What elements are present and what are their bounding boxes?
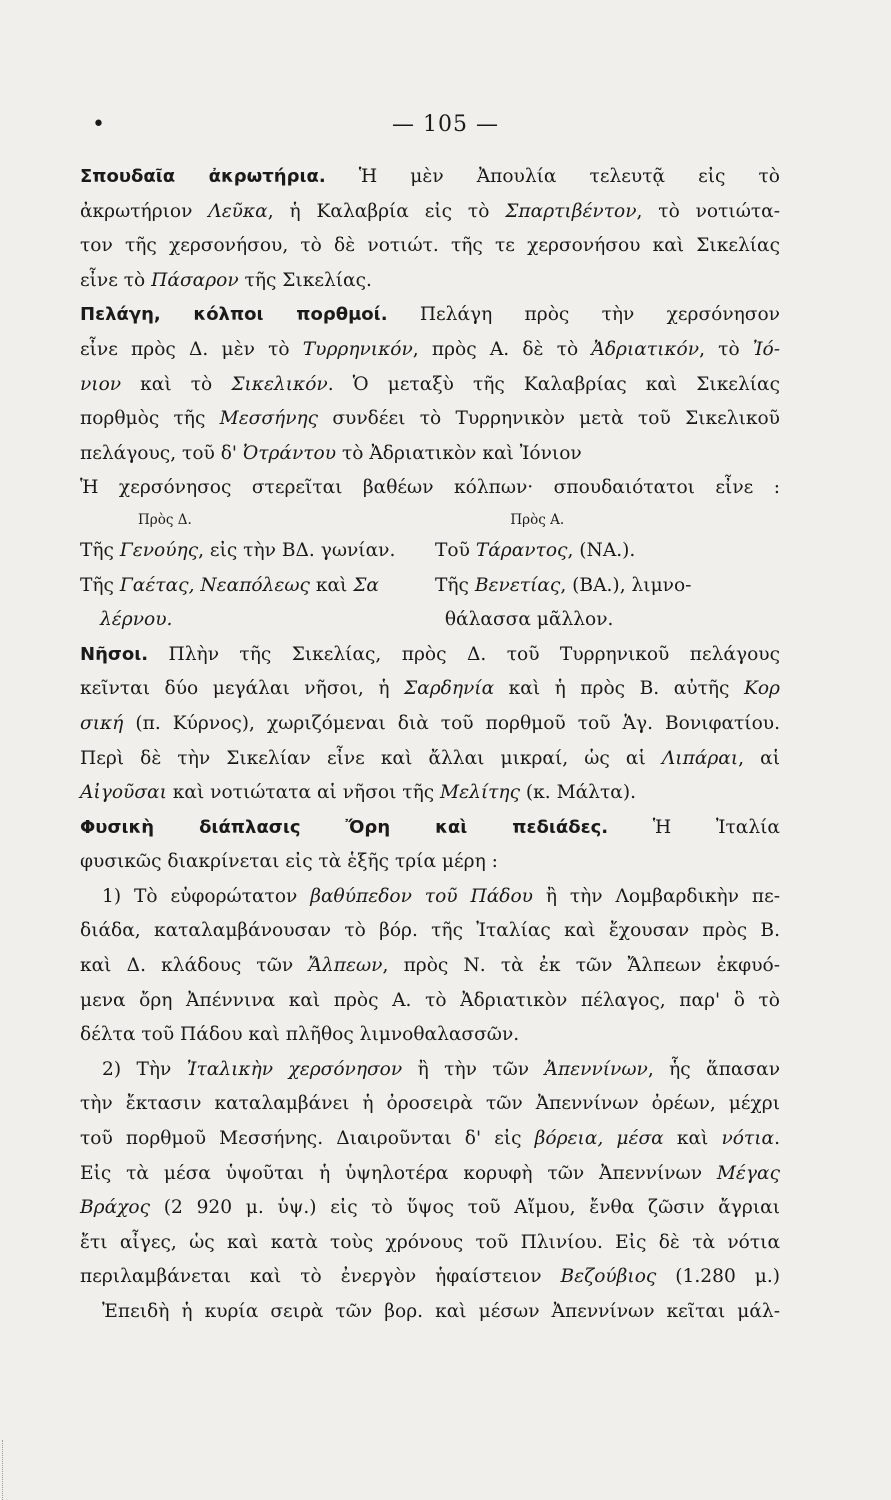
section-heading: Πελάγη, κόλποι πορθμοί. [80, 304, 388, 326]
section-heading: Φυσικὴ διάπλασις Ὄρη καὶ πεδιάδες. [80, 816, 609, 838]
text-line: Πελάγη, κόλποι πορθμοί. Πελάγη πρὸς τὴν χερσόνησον [80, 304, 780, 326]
text-line: εἶνε πρὸς Δ. μὲν τὸ Τυρρηνικόν, πρὸς Α. δὲ τὸ Ἀδριατικόν, τὸ Ἰό- [80, 338, 781, 360]
text-line: εἶνε τὸ Πάσαρον τῆς Σικελίας. [80, 269, 372, 291]
text-line: περιλαμβάνεται καὶ τὸ ἐνεργὸν ἡφαίστειον Βεζούβιος (1.280 μ.) [80, 1266, 780, 1288]
text-line: καὶ Δ. κλάδους τῶν Ἄλπεων, πρὸς Ν. τὰ ἐκ τῶν Ἄλπεων ἐκφυό- [80, 955, 780, 977]
text-line: τοῦ πορθμοῦ Μεσσήνης. Διαιροῦνται δ' εἰς βόρεια, μέσα καὶ νότια. [80, 1128, 780, 1150]
text-line: Αἰγοῦσαι καὶ νοτιώτατα αἱ νῆσοι τῆς Μελίτης (κ. Μάλτα). [80, 782, 636, 804]
column-header-west: Πρὸς Δ. [138, 511, 192, 528]
section-heading: Σπουδαῖα ἀκρωτήρια. [80, 166, 326, 187]
text-line: μενα ὄρη Ἀπέννινα καὶ πρὸς Α. τὸ Ἀδριατικὸν πέλαγος, παρ' ὃ τὸ [80, 989, 780, 1011]
text-line: νιον καὶ τὸ Σικελικόν. Ὁ μεταξὺ τῆς Καλαβρίας καὶ Σικελίας [80, 373, 780, 395]
text-line: Ἡ χερσόνησος στερεῖται βαθέων κόλπων· σπουδαιότατοι εἶνε : [80, 477, 780, 499]
page-marker: • [92, 112, 105, 137]
text-line: 1) Τὸ εὐφορώτατον βαθύπεδον τοῦ Πάδου ἢ τὴν Λομβαρδικὴν πε- [102, 885, 781, 907]
gulfs-column-headers [80, 506, 780, 534]
gulfs-row [80, 569, 780, 604]
section-heading: Νῆσοι. [80, 643, 149, 665]
gulf-west-1: Τῆς Γενούης, εἰς τὴν ΒΔ. γωνίαν. [80, 539, 396, 561]
page-body [80, 160, 780, 1330]
text-line: φυσικῶς διακρίνεται εἰς τὰ ἑξῆς τρία μέρη : [80, 851, 498, 873]
text-line: Εἰς τὰ μέσα ὑψοῦται ἡ ὑψηλοτέρα κορυφὴ τῶν Ἀπεννίνων Μέγας [80, 1162, 780, 1184]
text-line: Περὶ δὲ τὴν Σικελίαν εἶνε καὶ ἄλλαι μικραί, ὡς αἱ Λιπάραι, αἱ [80, 747, 780, 769]
text-line: τον τῆς χερσονήσου, τὸ δὲ νοτιώτ. τῆς τε χερσονήσου καὶ Σικελίας [80, 235, 780, 257]
text-line: 2) Τὴν Ἰταλικὴν χερσόνησον ἢ τὴν τῶν Ἀπεννίνων, ἧς ἅπασαν [102, 1058, 781, 1080]
column-header-east: Πρὸς Α. [510, 511, 565, 528]
text-line: Φυσικὴ διάπλασις Ὄρη καὶ πεδιάδες. Ἡ Ἰταλία [80, 816, 780, 838]
page-number: — 105 — [392, 112, 499, 137]
gulf-east-2: Τῆς Βενετίας, (ΒΑ.), λιμνο- [435, 574, 692, 596]
text-line: Νῆσοι. Πλὴν τῆς Σικελίας, πρὸς Δ. τοῦ Τυρρηνικοῦ πελάγους [80, 643, 780, 665]
text-line: κεῖνται δύο μεγάλαι νῆσοι, ἡ Σαρδηνία καὶ ἡ πρὸς Β. αὐτῆς Κορ [80, 678, 780, 700]
gulf-east-1: Τοῦ Τάραντος, (ΝΑ.). [435, 539, 636, 561]
text-line: πελάγους, τοῦ δ' Ὀτράντου τὸ Ἀδριατικὸν καὶ Ἰόνιον [80, 442, 582, 464]
text-line: Σπουδαῖα ἀκρωτήρια. Ἡ μὲν Ἀπουλία τελευτᾷ εἰς τὸ [80, 166, 780, 187]
text-line: τὴν ἔκτασιν καταλαμβάνει ἡ ὀροσειρὰ τῶν Ἀπεννίνων ὀρέων, μέχρι [80, 1093, 780, 1115]
gulf-west-2: Τῆς Γαέτας, Νεαπόλεως καὶ Σα [80, 574, 379, 596]
gulf-west-3: λέρνου. [100, 609, 173, 631]
text-line: διάδα, καταλαμβάνουσαν τὸ βόρ. τῆς Ἰταλίας καὶ ἔχουσαν πρὸς Β. [80, 920, 780, 942]
text-line: πορθμὸς τῆς Μεσσήνης συνδέει τὸ Τυρρηνικὸν μετὰ τοῦ Σικελικοῦ [80, 408, 780, 430]
text-line: σική (π. Κύρνος), χωριζόμεναι διὰ τοῦ πορθμοῦ τοῦ Ἁγ. Βονιφατίου. [80, 712, 780, 734]
text-line: Ἐπειδὴ ἡ κυρία σειρὰ τῶν βορ. καὶ μέσων Ἀπεννίνων κεῖται μάλ- [102, 1301, 780, 1322]
text-line: ἔτι αἶγες, ὡς καὶ κατὰ τοὺς χρόνους τοῦ Πλινίου. Εἰς δὲ τὰ νότια [80, 1231, 780, 1253]
gulfs-row [80, 603, 780, 638]
gulfs-row [80, 534, 780, 569]
margin-mark [2, 1440, 21, 1500]
text-line: δέλτα τοῦ Πάδου καὶ πλῆθος λιμνοθαλασσῶν. [80, 1024, 520, 1046]
text-line: ἀκρωτήριον Λεῦκα, ἡ Καλαβρία εἰς τὸ Σπαρτιβέντον, τὸ νοτιώτα- [80, 200, 780, 222]
text-line: Βράχος (2 920 μ. ὑψ.) εἰς τὸ ὕψος τοῦ Αἴμου, ἔνθα ζῶσιν ἄγριαι [80, 1197, 780, 1219]
gulf-east-3: θάλασσα μᾶλλον. [444, 609, 614, 631]
